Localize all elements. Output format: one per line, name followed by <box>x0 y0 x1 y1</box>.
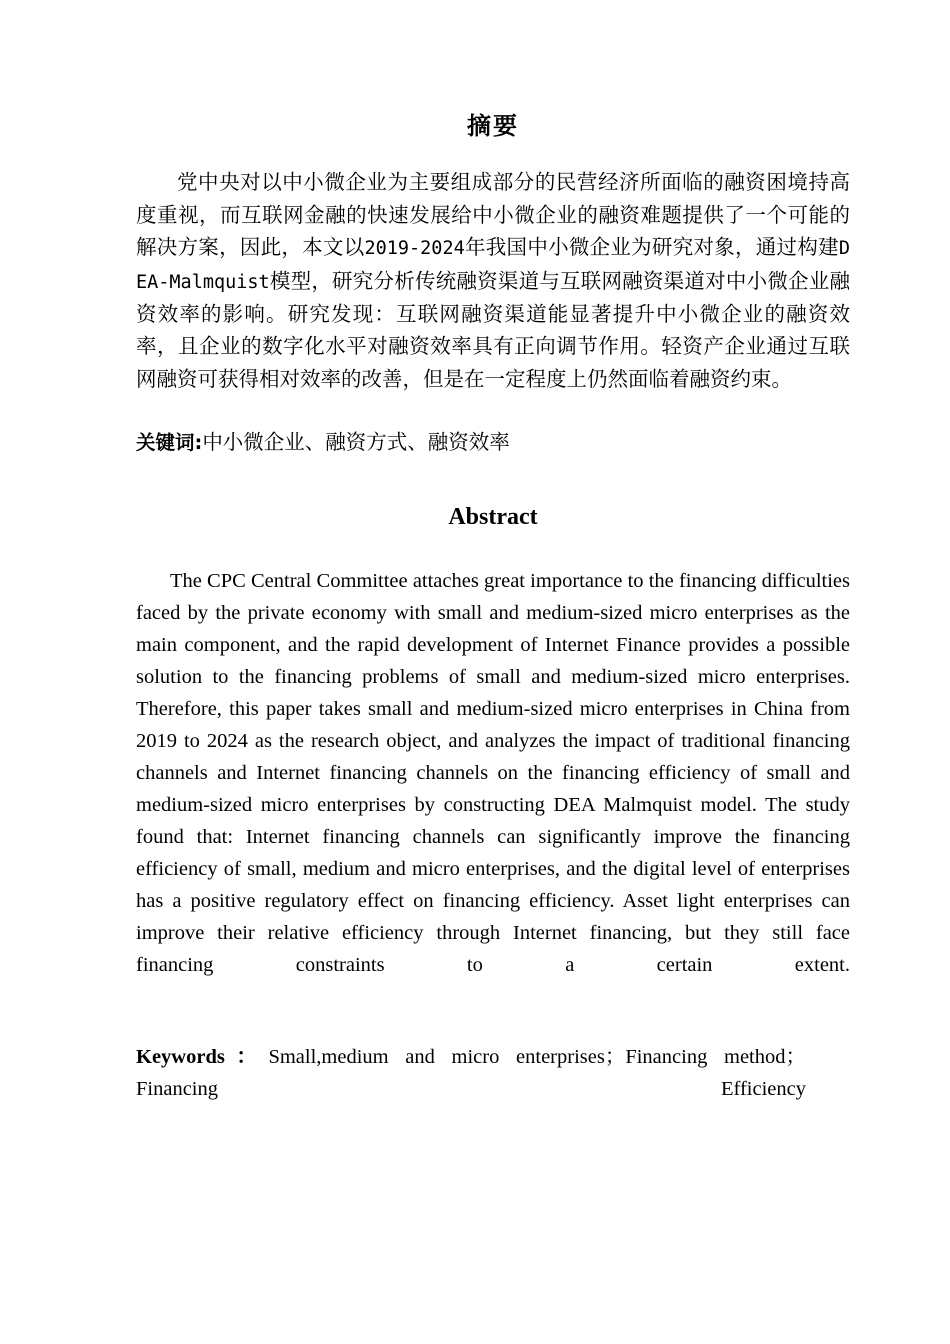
page-content <box>136 0 850 1137</box>
model-name-dea-malmquist: DEA-Malmquist <box>136 238 851 293</box>
chinese-abstract-body-part2: 年我国中小微企业为研究对象，通过构建 <box>464 237 839 260</box>
english-abstract-heading: Abstract <box>448 504 538 531</box>
english-keywords-label: Keywords： <box>136 1045 269 1068</box>
chinese-keywords-line <box>136 396 850 459</box>
chinese-abstract-body <box>136 139 850 396</box>
chinese-keywords-value: 中小微企业、融资方式、融资效率 <box>202 432 510 455</box>
chinese-keywords-label: 关键词: <box>136 431 203 455</box>
english-keywords-line <box>136 1013 806 1137</box>
english-abstract-body: The CPC Central Committee attaches great importance to the financing difficulties faced by the private economy with small and medium-sized micro enterprises as the main component, and the rapid development of Internet Finance provides a possible solution to the financing problems of small and medium-sized micro enterprises. Therefore, this paper takes small and medium-sized micro enterprises in China from 2019 to 2024 as the research object, and analyzes the impact of traditional financing channels and Internet financing channels on the financing efficiency of small and medium-sized micro enterprises by constructing DEA Malmquist model. The study found that: Internet financing channels can significantly improve the financing efficiency of small, medium and micro enterprises, and the digital level of enterprises has a positive regulatory effect on financing efficiency. Asset light enterprises can improve their relative efficiency through Internet financing, but they still face financing constraints to a certain extent. <box>136 569 850 976</box>
chinese-abstract-body-part3: 模型，研究分析传统融资渠道与互联网融资渠道对中小微企业融资效率的影响。研究发现：互联网融资渠道能显著提升中小微企业的融资效率，且企业的数字化水平对融资效率具有正向调节作用。轻资产企业通过互联网融资可获得相对效率的改善，但是在一定程度上仍然面临着融资约束。 <box>136 270 850 391</box>
research-period-years: 2019-2024 <box>364 238 465 260</box>
english-keywords-value: Small,medium and micro enterprises；Financing method；Financing Efficiency <box>136 1045 806 1100</box>
chinese-abstract-body-part1: 党中央对以中小微企业为主要组成部分的民营经济所面临的融资困境持高度重视，而互联网金融的快速发展给中小微企业的融资难题提供了一个可能的解决方案，因此，本文以 <box>136 172 850 260</box>
chinese-abstract-heading: 摘要 <box>467 112 519 140</box>
